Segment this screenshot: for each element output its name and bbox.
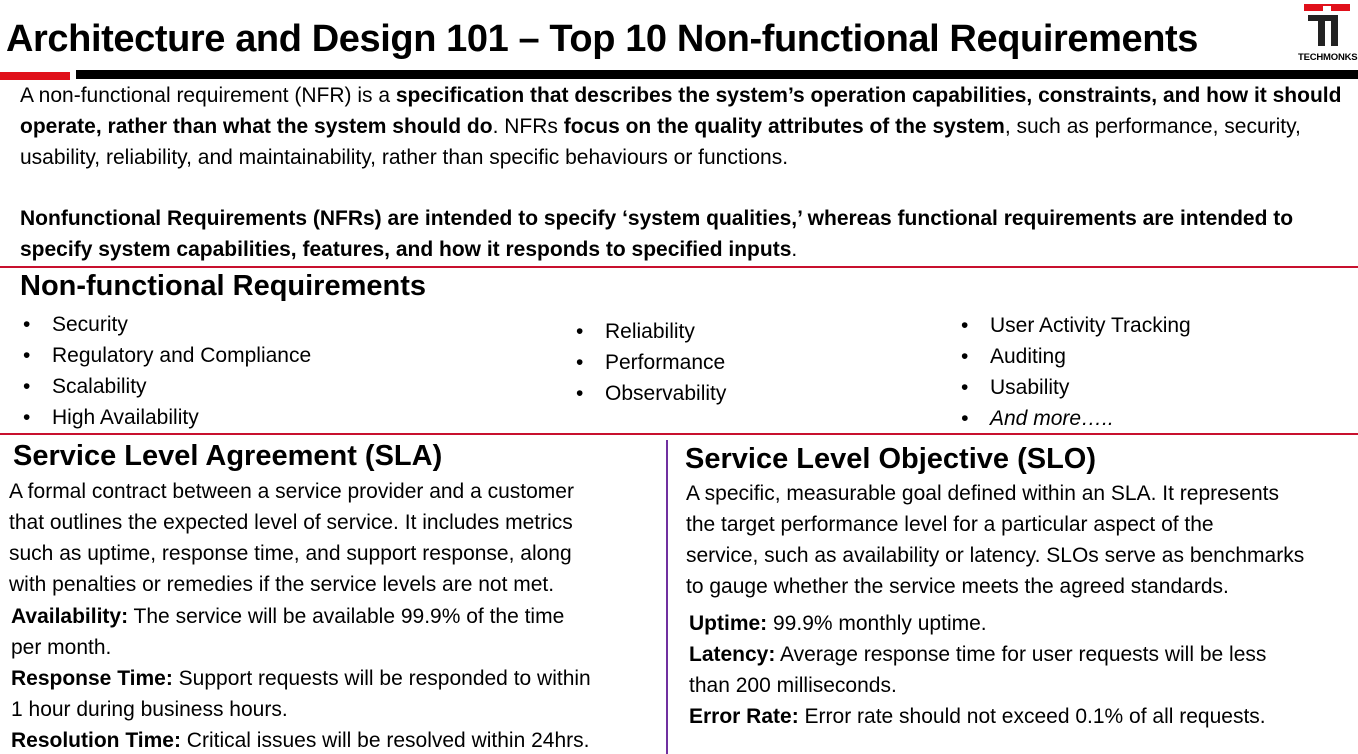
section-divider-bottom — [0, 433, 1358, 435]
bold-text: Nonfunctional Requirements (NFRs) are intended to specify ‘system qualities,’ whereas functional requirements are intended to specify system capabilities, features, and how it responds to specified inputs — [20, 207, 1294, 261]
item-text: per month. — [11, 636, 112, 659]
list-item: • High Availability — [20, 402, 311, 433]
slo-desc-line: A specific, measurable goal defined within an SLA. It represents — [686, 482, 1280, 505]
sla-description — [9, 476, 664, 600]
item-text: 1 hour during business hours. — [11, 698, 288, 721]
item-label: Availability: — [11, 605, 129, 628]
sla-heading: Service Level Agreement (SLA) — [13, 440, 443, 472]
item-label: Uptime: — [689, 612, 768, 635]
nfr-list-col2 — [573, 316, 726, 409]
list-item-more: • And more….. — [958, 403, 1191, 434]
page-title: Architecture and Design 101 – Top 10 Non-functional Requirements — [6, 18, 1199, 60]
text: A non-functional requirement (NFR) is a — [20, 84, 396, 107]
sla-examples — [11, 601, 671, 754]
text: . — [791, 238, 798, 261]
list-item: • Scalability — [20, 371, 311, 402]
slo-item-uptime — [689, 608, 1349, 639]
item-text: Support requests will be responded to within — [172, 667, 591, 690]
list-item: • Reliability — [573, 316, 726, 347]
item-label: Resolution Time: — [11, 729, 181, 752]
sla-item-resolution-time — [11, 725, 671, 754]
nfr-list-col3 — [958, 310, 1191, 434]
nfr-heading: Non-functional Requirements — [20, 270, 427, 302]
intro-paragraph-1 — [20, 80, 1356, 173]
sla-desc-line: that outlines the expected level of service. It includes metrics — [9, 511, 573, 534]
sla-item-response-time — [11, 663, 671, 694]
list-item: • Regulatory and Compliance — [20, 340, 311, 371]
item-text: Error rate should not exceed 0.1% of all requests. — [798, 705, 1266, 728]
list-item: • Observability — [573, 378, 726, 409]
slo-desc-line: service, such as availability or latency. SLOs serve as benchmarks — [686, 544, 1305, 567]
text: . NFRs — [492, 115, 564, 138]
slo-description — [686, 478, 1358, 602]
slo-heading: Service Level Objective (SLO) — [685, 443, 1097, 475]
intro-paragraph-2 — [20, 203, 1340, 265]
sla-desc-line: with penalties or remedies if the service levels are not met. — [9, 573, 555, 596]
slo-examples — [689, 608, 1349, 732]
item-text: Critical issues will be resolved within 24hrs. — [180, 729, 590, 752]
list-item: • Usability — [958, 372, 1191, 403]
list-item: • Security — [20, 309, 311, 340]
item-text: 99.9% monthly uptime. — [767, 612, 987, 635]
item-text: The service will be available 99.9% of the time — [128, 605, 565, 628]
list-item: • Auditing — [958, 341, 1191, 372]
nfr-list-col1 — [20, 309, 311, 433]
sla-item-availability — [11, 601, 671, 632]
item-label: Response Time: — [11, 667, 173, 690]
title-underline-red — [0, 72, 70, 80]
bold-text: specification that describes the system’s operation capabilities, constraints, and how it should operate, rather than what the system should do — [20, 84, 1342, 138]
slo-item-latency — [689, 639, 1349, 670]
sla-desc-line: A formal contract between a service provider and a customer — [9, 480, 574, 503]
techmonks-logo — [1298, 4, 1358, 66]
slo-desc-line: the target performance level for a particular aspect of the — [686, 513, 1214, 536]
item-label: Latency: — [689, 643, 776, 666]
slo-item-error-rate — [689, 701, 1349, 732]
sla-desc-line: such as uptime, response time, and support response, along — [9, 542, 572, 565]
list-item: • Performance — [573, 347, 726, 378]
title-underline-black — [76, 70, 1358, 79]
text: , such as performance, security, usability, reliability, and maintainability, rather than specific behaviours or functions. — [20, 115, 1301, 169]
item-text: than 200 milliseconds. — [689, 674, 897, 697]
list-item: • User Activity Tracking — [958, 310, 1191, 341]
item-label: Error Rate: — [689, 705, 799, 728]
item-text: Average response time for user requests will be less — [775, 643, 1267, 666]
logo-mark-icon — [1304, 4, 1350, 48]
logo-text: TECHMONKS — [1298, 52, 1358, 63]
slo-desc-line: to gauge whether the service meets the agreed standards. — [686, 575, 1229, 598]
bold-text: focus on the quality attributes of the system — [563, 115, 1005, 138]
section-divider-top — [0, 266, 1358, 268]
